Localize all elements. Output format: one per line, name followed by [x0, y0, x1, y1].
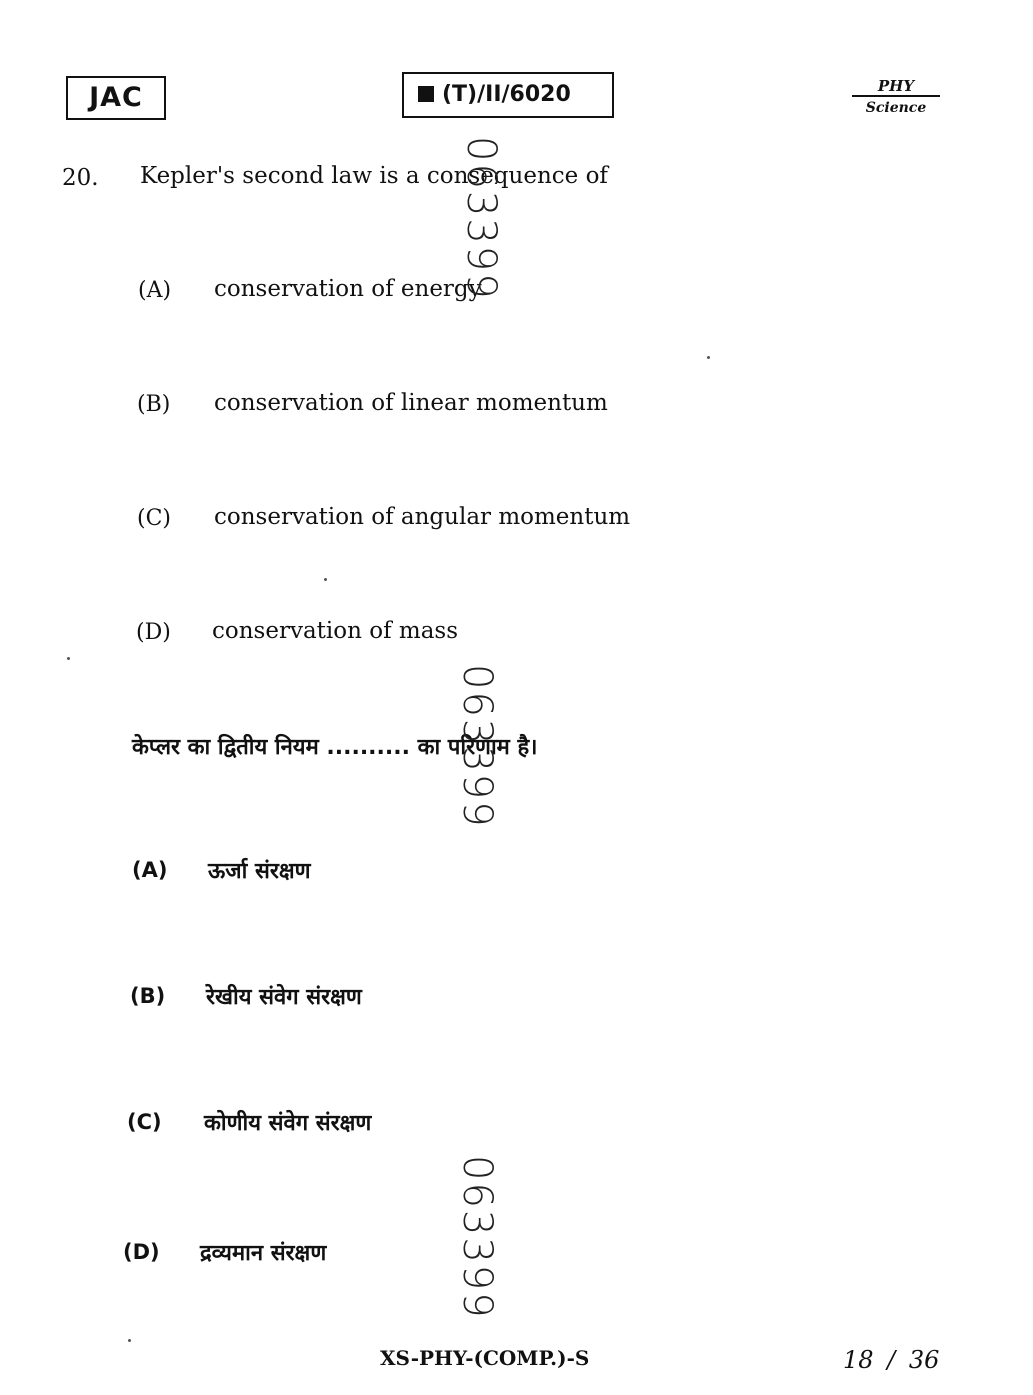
watermark-number-1: 063399	[458, 136, 504, 301]
subject-line-1: PHY	[852, 78, 940, 97]
watermark-number-2: 063399	[454, 664, 500, 829]
scan-speck	[67, 657, 70, 660]
option-label-d: (D)	[136, 620, 171, 645]
watermark-number-3: 063399	[454, 1155, 500, 1320]
paper-code-box	[402, 72, 614, 118]
subject-label	[850, 78, 942, 116]
question-text-hindi: केप्लर का द्वितीय नियम .......... का परिणाम है।	[132, 735, 538, 760]
footer-paper-code: XS-PHY-(COMP.)-S	[380, 1346, 590, 1370]
option-text-d: conservation of mass	[212, 618, 459, 644]
jac-label: JAC	[89, 82, 143, 113]
hindi-option-text-c: कोणीय संवेग संरक्षण	[204, 1111, 372, 1136]
option-text-a: conservation of energy	[214, 276, 482, 302]
subject-line-2: Science	[865, 100, 927, 116]
jac-label-box	[66, 76, 166, 120]
hindi-option-label-b: (B)	[130, 984, 166, 1008]
option-text-b: conservation of linear momentum	[214, 390, 608, 416]
hindi-option-label-c: (C)	[127, 1110, 162, 1134]
page-number: 18 / 36	[843, 1346, 940, 1374]
hindi-option-label-a: (A)	[132, 858, 168, 882]
option-label-a: (A)	[138, 278, 172, 303]
scan-speck	[128, 1339, 131, 1342]
hindi-option-text-d: द्रव्यमान संरक्षण	[200, 1241, 327, 1266]
option-label-b: (B)	[137, 392, 171, 417]
option-label-c: (C)	[137, 506, 171, 531]
question-number: 20.	[62, 165, 99, 191]
hindi-option-text-a: ऊर्जा संरक्षण	[208, 859, 311, 884]
paper-code: (T)/II/6020	[442, 82, 571, 107]
black-square-icon	[418, 86, 434, 102]
question-text-english: Kepler's second law is a consequence of	[140, 163, 608, 189]
hindi-option-label-d: (D)	[123, 1240, 160, 1264]
hindi-option-text-b: रेखीय संवेग संरक्षण	[206, 985, 362, 1010]
scan-speck	[324, 578, 327, 581]
option-text-c: conservation of angular momentum	[214, 504, 631, 530]
scan-speck	[707, 356, 710, 359]
